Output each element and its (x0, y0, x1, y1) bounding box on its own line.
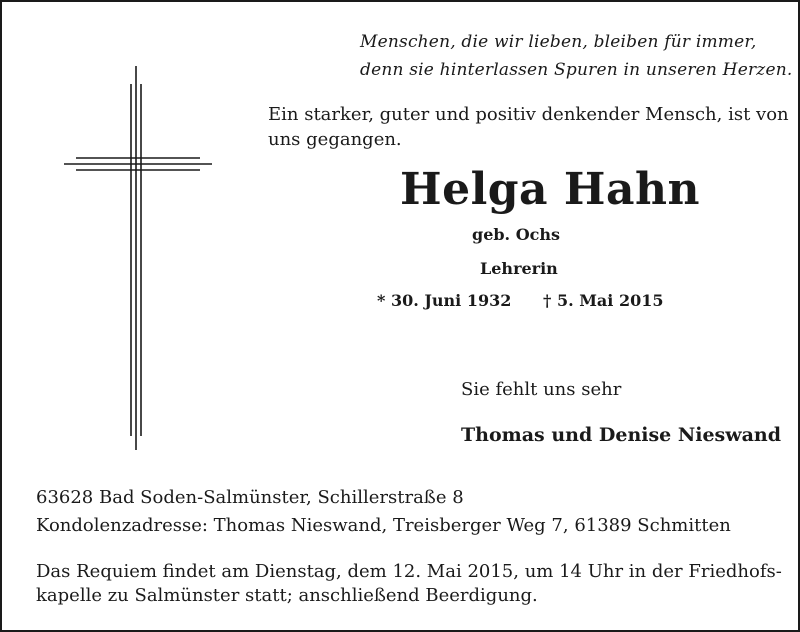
closing-text: Sie fehlt uns sehr (461, 379, 622, 400)
quote-line-2: denn sie hinterlassen Spuren in unseren Herzen. (360, 60, 793, 80)
intro-line-1: Ein starker, guter und positiv denkender Mensch, ist von (268, 104, 789, 125)
maiden-name: geb. Ochs (472, 225, 561, 244)
cross-icon (64, 66, 214, 450)
quote-line-1: Menschen, die wir lieben, bleiben für immer, (360, 32, 757, 52)
birth-date: * 30. Juni 1932 (377, 291, 512, 310)
profession: Lehrerin (480, 259, 558, 278)
home-address: 63628 Bad Soden-Salmünster, Schillerstraße 8 (36, 487, 464, 508)
intro-line-2: uns gegangen. (268, 129, 402, 150)
requiem-line-1: Das Requiem findet am Dienstag, dem 12. Mai 2015, um 14 Uhr in der Friedhofs- (36, 561, 782, 582)
condolence-address: Kondolenzadresse: Thomas Nieswand, Treisberger Weg 7, 61389 Schmitten (36, 515, 731, 536)
signatories: Thomas und Denise Nieswand (461, 424, 782, 446)
death-date: † 5. Mai 2015 (543, 291, 664, 310)
deceased-name: Helga Hahn (400, 164, 700, 215)
requiem-line-2: kapelle zu Salmünster statt; anschließend Beerdigung. (36, 585, 538, 606)
